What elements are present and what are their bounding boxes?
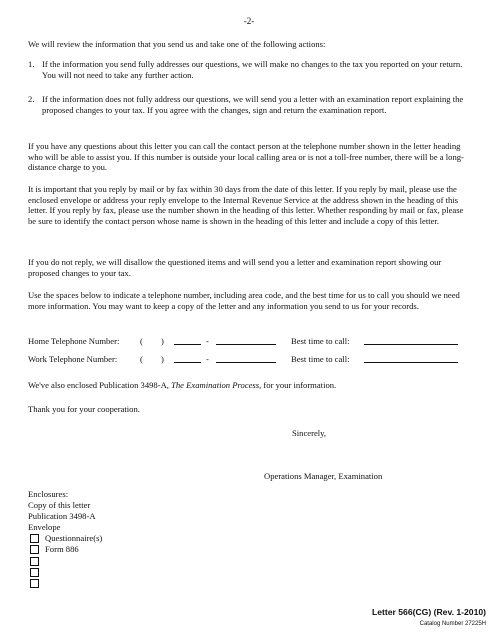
thanks-text: Thank you for your cooperation.	[28, 404, 140, 414]
close-paren: )	[161, 354, 164, 364]
checkbox[interactable]	[30, 534, 39, 543]
publication-title: The Examination Process	[171, 380, 260, 390]
open-paren: (	[140, 336, 143, 346]
action-item-2	[0, 94, 498, 130]
enclosure-checkbox-row	[0, 567, 200, 578]
home-best-time-field[interactable]	[364, 336, 458, 345]
home-phone-row	[28, 336, 478, 348]
action-text: If the information you send fully addresses our questions, we will make no changes to the tax you reported on your return. You will not need to take any further action.	[42, 59, 463, 80]
action-item-1	[0, 59, 498, 83]
checkbox[interactable]	[30, 557, 39, 566]
work-best-time-field[interactable]	[364, 354, 458, 363]
dash: -	[206, 336, 209, 346]
action-number: 2.	[28, 94, 35, 104]
home-phone-label: Home Telephone Number:	[28, 336, 120, 346]
letter-id: Letter 566(CG) (Rev. 1-2010)	[372, 607, 486, 617]
enclosure-item: Publication 3498-A	[28, 511, 96, 521]
checkbox[interactable]	[30, 579, 39, 588]
work-phone-row	[28, 354, 478, 366]
spaces-paragraph: Use the spaces below to indicate a telephone number, including area code, and the best time for us to call you should we need more information. You may want to keep a copy of the letter and any information you send to us for your records.	[28, 290, 460, 311]
enclosure-checkbox-row	[0, 533, 200, 544]
close-paren: )	[161, 336, 164, 346]
work-phone-label: Work Telephone Number:	[28, 354, 118, 364]
action-number: 1.	[28, 59, 35, 69]
checkbox[interactable]	[30, 545, 39, 554]
work-phone-prefix-field[interactable]	[174, 354, 201, 363]
checkbox-label: Questionnaire(s)	[45, 533, 103, 543]
signature-title: Operations Manager, Examination	[264, 471, 383, 481]
enclosure-item: Copy of this letter	[28, 500, 91, 510]
checkbox-label: Form 886	[45, 544, 79, 554]
enclosure-checkbox-row	[0, 556, 200, 567]
intro-text: We will review the information that you send us and take one of the following actions:	[28, 39, 326, 49]
page-number: -2-	[243, 16, 255, 26]
home-phone-prefix-field[interactable]	[174, 336, 201, 345]
enclosures-heading: Enclosures:	[28, 489, 69, 499]
closing-text: Sincerely,	[292, 428, 327, 438]
publication-sentence	[28, 380, 470, 391]
publication-text-after: , for your information.	[259, 380, 337, 390]
work-best-time-label: Best time to call:	[291, 354, 350, 364]
work-phone-line-field[interactable]	[216, 354, 276, 363]
open-paren: (	[140, 354, 143, 364]
reply-paragraph: It is important that you reply by mail or by fax within 30 days from the date of this letter. If you reply by mail, please use the enclosed envelope or address your reply envelope to the Internal Revenue Service at the address shown in the heading of this letter. If you reply by fax, please use the number shown in the heading of this letter. Whether responding by mail or fax, please be sure to identify the contact person whose name is shown in the heading of this letter and include a copy of this letter.	[28, 184, 464, 226]
catalog-number: Catalog Number 27225H	[419, 621, 486, 627]
enclosure-checkbox-row	[0, 578, 200, 589]
questions-paragraph: If you have any questions about this letter you can call the contact person at the telephone number shown in the letter heading who will be able to assist you. If this number is outside your local calling area or is not a toll-free number, there will be a long-distance charge to you.	[28, 141, 464, 173]
enclosure-item: Envelope	[28, 522, 61, 532]
dash: -	[206, 354, 209, 364]
no-reply-paragraph: If you do not reply, we will disallow the questioned items and will send you a letter and examination report showing our proposed changes to your tax.	[28, 257, 442, 278]
home-phone-line-field[interactable]	[216, 336, 276, 345]
checkbox[interactable]	[30, 568, 39, 577]
action-text: If the information does not fully address our questions, we will send you a letter with an examination report explaining the proposed changes to your tax. If you agree with the changes, sign and return the examination report.	[42, 94, 464, 115]
enclosure-checkbox-row	[0, 544, 200, 555]
home-best-time-label: Best time to call:	[291, 336, 350, 346]
publication-text-before: We've also enclosed Publication 3498-A,	[28, 380, 172, 390]
